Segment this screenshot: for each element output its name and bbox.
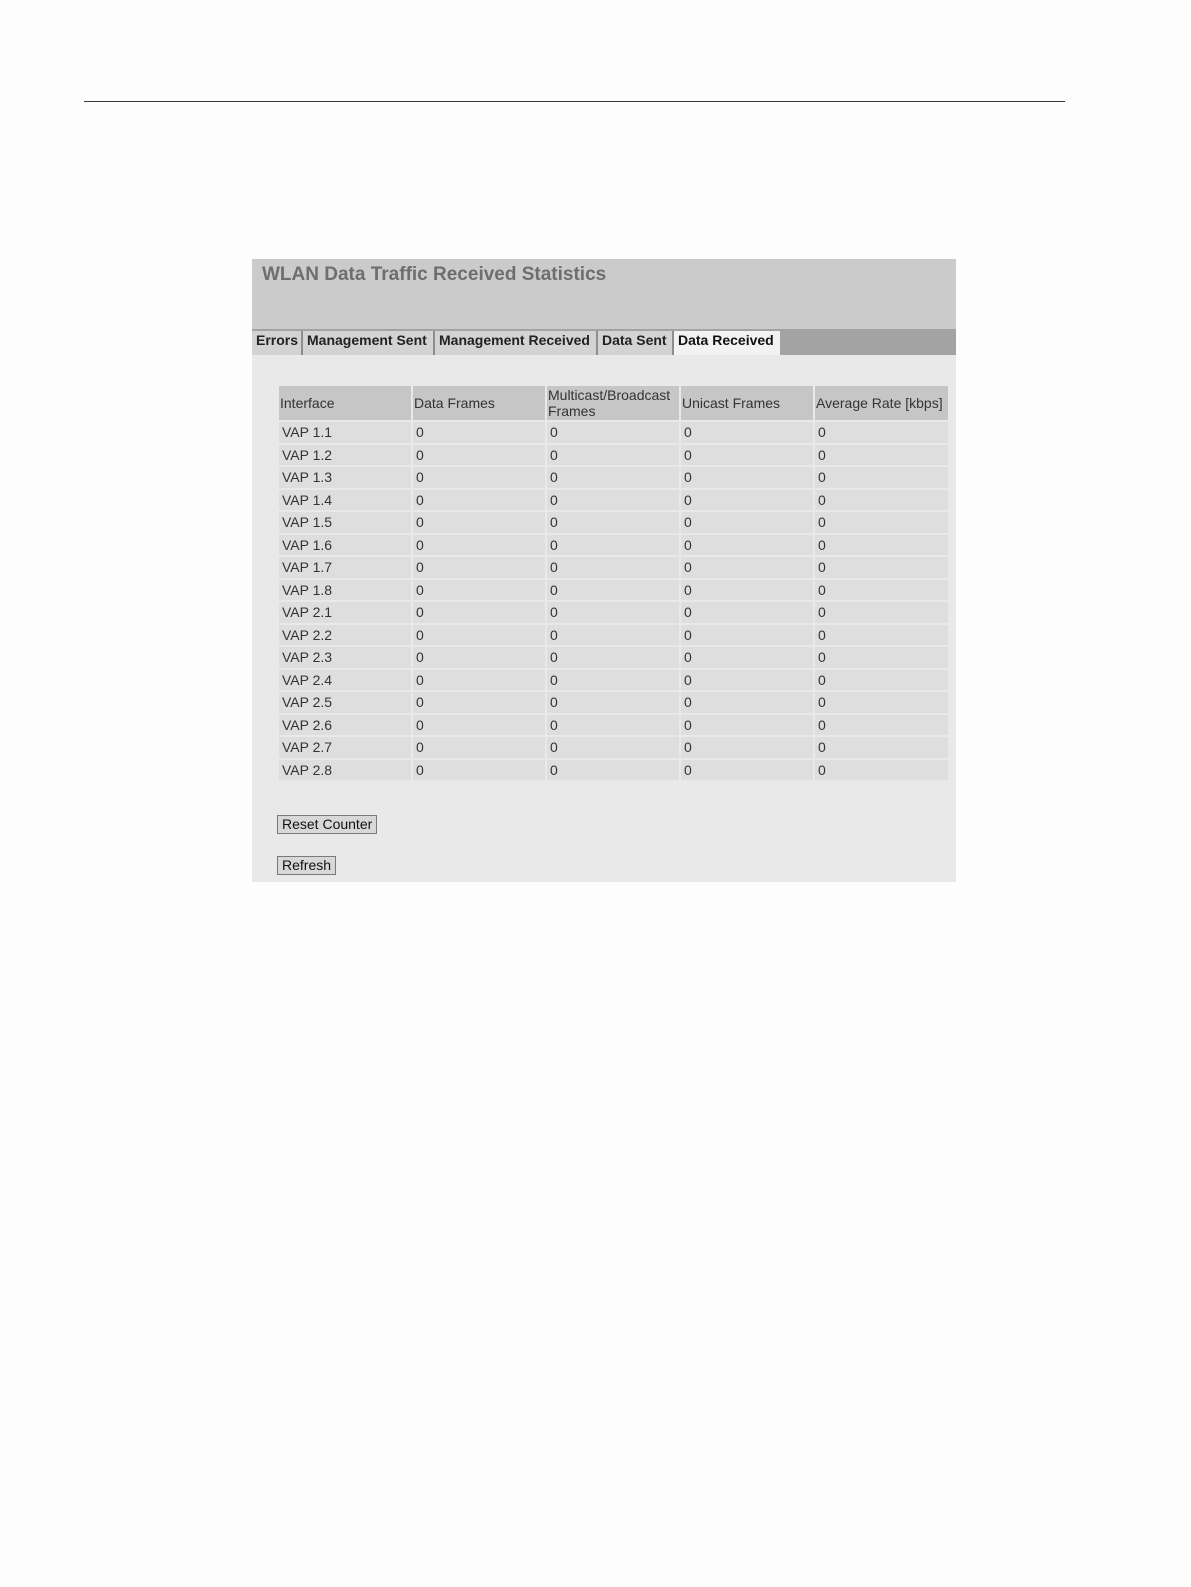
cell-average-rate: 0 (815, 512, 948, 533)
cell-interface: VAP 1.3 (279, 467, 411, 488)
table-row (279, 467, 948, 488)
cell-data-frames: 0 (413, 692, 545, 713)
cell-unicast-frames: 0 (681, 467, 813, 488)
column-header-multicast-broadcast-frames: Multicast/Broadcast Frames (547, 386, 679, 420)
cell-data-frames: 0 (413, 625, 545, 646)
table-row (279, 557, 948, 578)
cell-interface: VAP 1.2 (279, 445, 411, 466)
cell-average-rate: 0 (815, 422, 948, 443)
cell-interface: VAP 1.6 (279, 535, 411, 556)
statistics-panel (252, 259, 956, 882)
cell-interface: VAP 2.4 (279, 670, 411, 691)
cell-average-rate: 0 (815, 490, 948, 511)
cell-multicast-broadcast-frames: 0 (547, 737, 679, 758)
cell-data-frames: 0 (413, 715, 545, 736)
cell-average-rate: 0 (815, 715, 948, 736)
cell-data-frames: 0 (413, 535, 545, 556)
table-row (279, 692, 948, 713)
cell-multicast-broadcast-frames: 0 (547, 422, 679, 443)
statistics-table (277, 384, 950, 782)
cell-average-rate: 0 (815, 467, 948, 488)
cell-interface: VAP 2.7 (279, 737, 411, 758)
cell-interface: VAP 2.2 (279, 625, 411, 646)
cell-data-frames: 0 (413, 557, 545, 578)
cell-data-frames: 0 (413, 737, 545, 758)
cell-average-rate: 0 (815, 692, 948, 713)
table-header-row (279, 386, 948, 420)
cell-unicast-frames: 0 (681, 602, 813, 623)
cell-multicast-broadcast-frames: 0 (547, 580, 679, 601)
cell-unicast-frames: 0 (681, 512, 813, 533)
cell-average-rate: 0 (815, 580, 948, 601)
cell-multicast-broadcast-frames: 0 (547, 715, 679, 736)
tab-data-sent[interactable]: Data Sent (598, 331, 674, 355)
cell-multicast-broadcast-frames: 0 (547, 692, 679, 713)
refresh-button[interactable]: Refresh (277, 856, 336, 875)
cell-average-rate: 0 (815, 670, 948, 691)
column-header-interface: Interface (279, 386, 411, 420)
cell-interface: VAP 2.6 (279, 715, 411, 736)
cell-multicast-broadcast-frames: 0 (547, 557, 679, 578)
cell-unicast-frames: 0 (681, 445, 813, 466)
cell-interface: VAP 1.7 (279, 557, 411, 578)
cell-interface: VAP 1.5 (279, 512, 411, 533)
cell-unicast-frames: 0 (681, 647, 813, 668)
cell-average-rate: 0 (815, 602, 948, 623)
cell-average-rate: 0 (815, 445, 948, 466)
cell-multicast-broadcast-frames: 0 (547, 512, 679, 533)
tab-errors[interactable]: Errors (252, 331, 303, 355)
cell-data-frames: 0 (413, 670, 545, 691)
table-row (279, 715, 948, 736)
cell-average-rate: 0 (815, 760, 948, 781)
table-row (279, 670, 948, 691)
tab-management-sent[interactable]: Management Sent (303, 331, 435, 355)
cell-average-rate: 0 (815, 737, 948, 758)
cell-interface: VAP 1.8 (279, 580, 411, 601)
cell-multicast-broadcast-frames: 0 (547, 602, 679, 623)
cell-unicast-frames: 0 (681, 625, 813, 646)
cell-interface: VAP 1.4 (279, 490, 411, 511)
table-row (279, 647, 948, 668)
cell-average-rate: 0 (815, 557, 948, 578)
table-row (279, 760, 948, 781)
table-row (279, 490, 948, 511)
cell-average-rate: 0 (815, 625, 948, 646)
table-row (279, 512, 948, 533)
table-row (279, 445, 948, 466)
cell-data-frames: 0 (413, 580, 545, 601)
cell-multicast-broadcast-frames: 0 (547, 647, 679, 668)
page-top-rule (84, 101, 1065, 102)
cell-data-frames: 0 (413, 602, 545, 623)
cell-unicast-frames: 0 (681, 715, 813, 736)
cell-data-frames: 0 (413, 445, 545, 466)
column-header-average-rate: Average Rate [kbps] (815, 386, 948, 420)
title-band (252, 259, 956, 329)
cell-average-rate: 0 (815, 647, 948, 668)
column-header-unicast-frames: Unicast Frames (681, 386, 813, 420)
cell-unicast-frames: 0 (681, 422, 813, 443)
cell-interface: VAP 2.3 (279, 647, 411, 668)
cell-multicast-broadcast-frames: 0 (547, 625, 679, 646)
table-row (279, 580, 948, 601)
table-row (279, 535, 948, 556)
table-row (279, 422, 948, 443)
cell-unicast-frames: 0 (681, 692, 813, 713)
cell-unicast-frames: 0 (681, 490, 813, 511)
table-row (279, 625, 948, 646)
table-row (279, 737, 948, 758)
reset-counter-button[interactable]: Reset Counter (277, 815, 377, 834)
cell-multicast-broadcast-frames: 0 (547, 670, 679, 691)
cell-unicast-frames: 0 (681, 535, 813, 556)
cell-multicast-broadcast-frames: 0 (547, 760, 679, 781)
tab-management-received[interactable]: Management Received (435, 331, 598, 355)
table-row (279, 602, 948, 623)
cell-data-frames: 0 (413, 490, 545, 511)
cell-interface: VAP 1.1 (279, 422, 411, 443)
cell-unicast-frames: 0 (681, 557, 813, 578)
cell-data-frames: 0 (413, 422, 545, 443)
cell-average-rate: 0 (815, 535, 948, 556)
page-title: WLAN Data Traffic Received Statistics (262, 264, 607, 285)
tab-data-received[interactable]: Data Received (674, 331, 780, 355)
cell-data-frames: 0 (413, 647, 545, 668)
cell-interface: VAP 2.1 (279, 602, 411, 623)
cell-unicast-frames: 0 (681, 670, 813, 691)
cell-data-frames: 0 (413, 512, 545, 533)
cell-interface: VAP 2.8 (279, 760, 411, 781)
cell-multicast-broadcast-frames: 0 (547, 467, 679, 488)
cell-unicast-frames: 0 (681, 580, 813, 601)
cell-multicast-broadcast-frames: 0 (547, 445, 679, 466)
column-header-data-frames: Data Frames (413, 386, 545, 420)
cell-unicast-frames: 0 (681, 737, 813, 758)
tab-bar (252, 329, 956, 355)
cell-unicast-frames: 0 (681, 760, 813, 781)
cell-interface: VAP 2.5 (279, 692, 411, 713)
cell-data-frames: 0 (413, 760, 545, 781)
cell-multicast-broadcast-frames: 0 (547, 490, 679, 511)
cell-multicast-broadcast-frames: 0 (547, 535, 679, 556)
cell-data-frames: 0 (413, 467, 545, 488)
